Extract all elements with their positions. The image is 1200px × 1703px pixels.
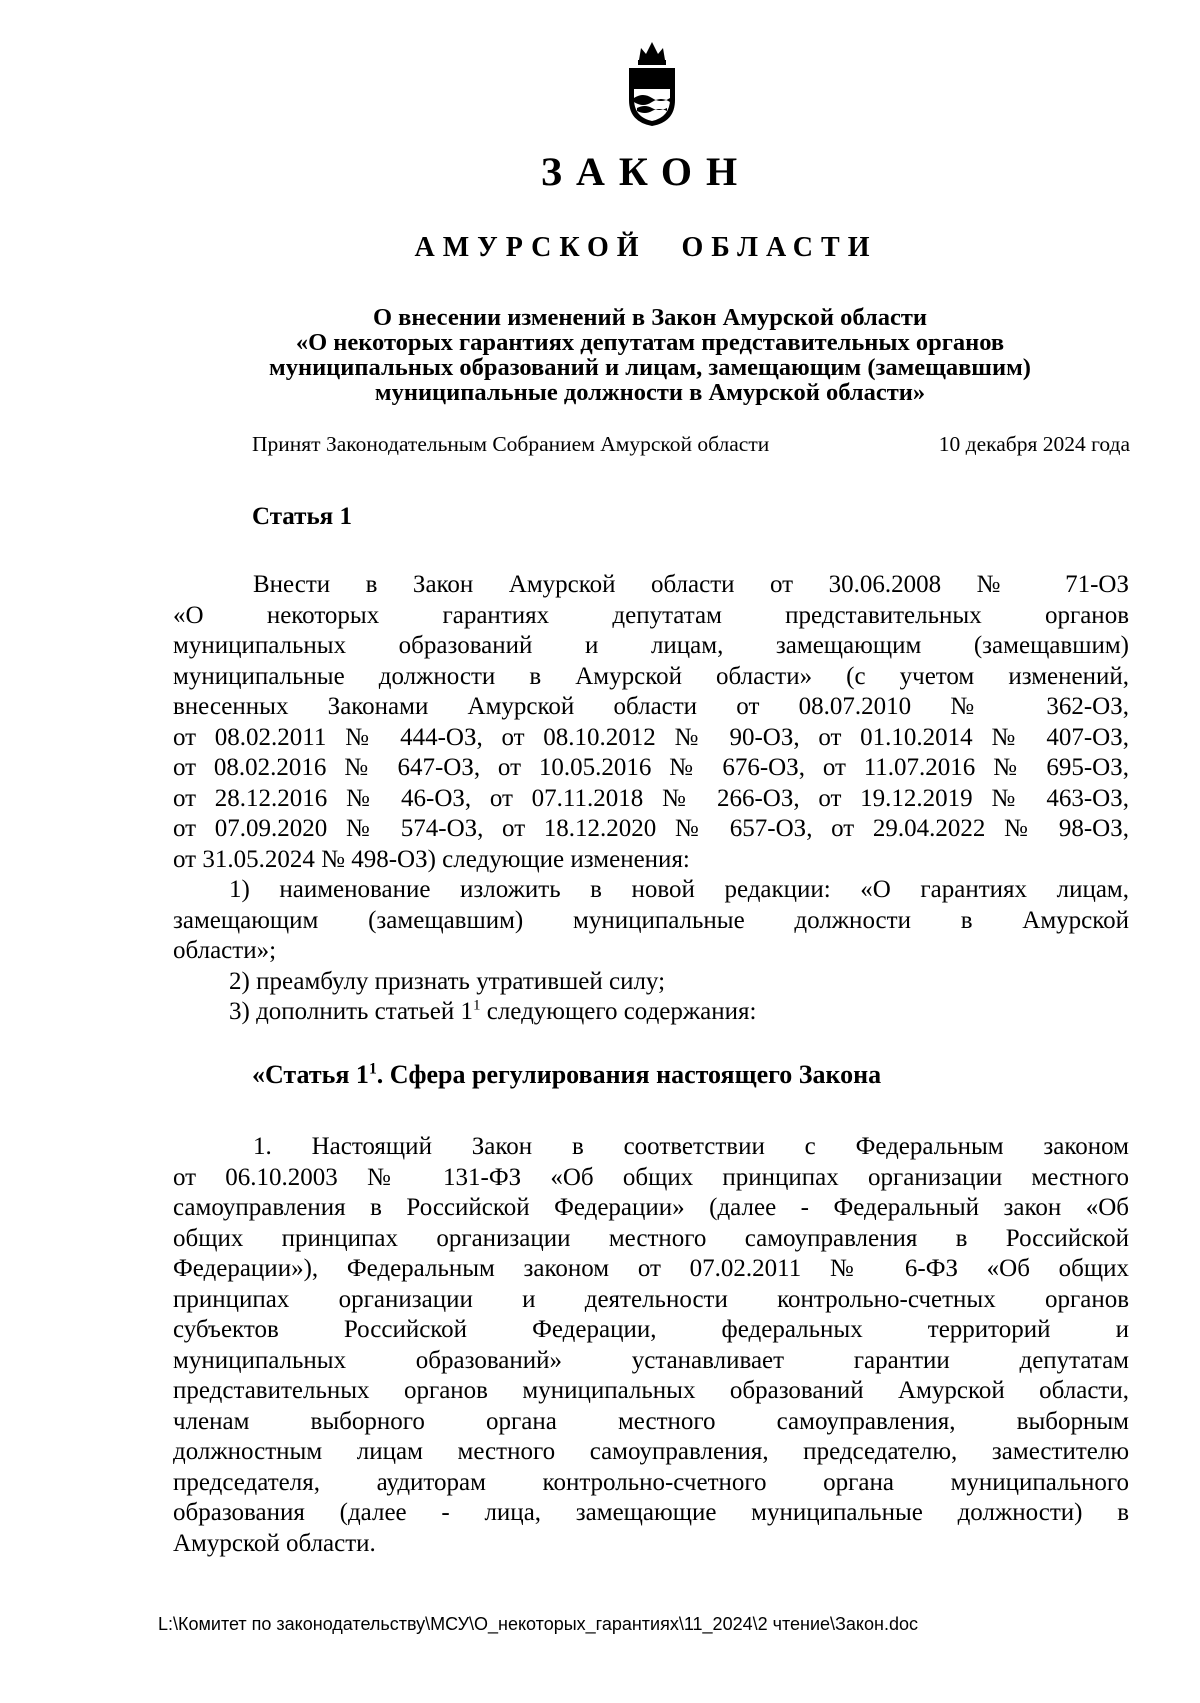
body-line: муниципальных образований и лицам, замещающим (замещавшим) xyxy=(173,632,1129,659)
item3-superscript: 1 xyxy=(472,997,481,1014)
body-line: внесенных Законами Амурской области от 08.07.2010 № 362-ОЗ, xyxy=(173,693,1129,720)
body-line: от 08.02.2016 № 647-ОЗ, от 10.05.2016 № 676-ОЗ, от 11.07.2016 № 695-ОЗ, xyxy=(173,754,1129,781)
new-article-heading-text: «Статья 1 xyxy=(252,1060,369,1089)
item-line xyxy=(173,997,1129,1028)
adopted-date: 10 декабря 2024 года xyxy=(938,432,1130,456)
document-type-title: ЗАКОН xyxy=(540,149,752,194)
coat-of-arms-icon xyxy=(623,38,681,128)
article-heading: Статья 1 xyxy=(252,503,352,530)
body-line: общих принципах организации местного самоуправления в Российской xyxy=(173,1224,1129,1252)
region-title: АМУРСКОЙ ОБЛАСТИ xyxy=(414,232,878,263)
law-title-line: муниципальные должности в Амурской области» xyxy=(374,379,926,406)
item3-text-end: следующего содержания: xyxy=(480,998,757,1025)
item-line: области»; xyxy=(173,937,277,964)
body-line: образования (далее - лица, замещающие муниципальные должности) в xyxy=(173,1499,1129,1526)
item-line: 2) преамбулу признать утратившей силу; xyxy=(229,967,666,995)
law-title-line: О внесении изменений в Закон Амурской области xyxy=(372,304,927,331)
body-line: самоуправления в Российской Федерации» (далее - Федеральный закон «Об xyxy=(173,1194,1129,1221)
body-line: от 07.09.2020 № 574-ОЗ, от 18.12.2020 № 657-ОЗ, от 29.04.2022 № 98-ОЗ, xyxy=(173,815,1129,842)
body-line: 1. Настоящий Закон в соответствии с Федеральным законом xyxy=(253,1133,1129,1160)
body-line: от 08.02.2011 № 444-ОЗ, от 08.10.2012 № 90-ОЗ, от 01.10.2014 № 407-ОЗ, xyxy=(173,723,1129,751)
file-path-footer: L:\Комитет по законодательству\МСУ\О_некоторых_гарантиях\11_2024\2 чтение\Закон.doc xyxy=(158,1614,918,1634)
body-line: Федерации»), Федеральным законом от 07.02.2011 № 6-ФЗ «Об общих xyxy=(173,1255,1129,1282)
new-article-heading-end: . Сфера регулирования настоящего Закона xyxy=(376,1060,882,1089)
article-body xyxy=(173,570,1129,1028)
body-line: «О некоторых гарантиях депутатам представительных органов xyxy=(173,601,1129,629)
item3-text: 3) дополнить статьей 1 xyxy=(229,998,473,1025)
item-line: замещающим (замещавшим) муниципальные должности в Амурской xyxy=(173,906,1129,934)
adoption-line xyxy=(252,432,1130,457)
body-line: субъектов Российской Федерации, федеральных территорий и xyxy=(173,1316,1129,1343)
body-line: председателя, аудиторам контрольно-счетного органа муниципального xyxy=(173,1468,1129,1496)
body-line: муниципальные должности в Амурской области» (с учетом изменений, xyxy=(173,662,1129,690)
body-line: принципах организации и деятельности контрольно-счетных органов xyxy=(173,1285,1129,1313)
body-line: Амурской области. xyxy=(173,1529,376,1557)
new-article-heading xyxy=(252,1060,881,1090)
new-article-superscript: 1 xyxy=(368,1060,377,1078)
body-line: должностным лицам местного самоуправления, председателю, заместителю xyxy=(173,1438,1129,1465)
body-line: от 28.12.2016 № 46-ОЗ, от 07.11.2018 № 266-ОЗ, от 19.12.2019 № 463-ОЗ, xyxy=(173,784,1129,812)
law-title xyxy=(172,305,1128,405)
paragraph-body xyxy=(173,1132,1129,1559)
body-line: от 06.10.2003 № 131-ФЗ «Об общих принципах организации местного xyxy=(173,1163,1129,1191)
item-line: 1) наименование изложить в новой редакции: «О гарантиях лицам, xyxy=(229,876,1129,903)
body-line: муниципальных образований» устанавливает гарантии депутатам xyxy=(173,1346,1129,1374)
adopted-by: Принят Законодательным Собранием Амурской области xyxy=(252,432,770,456)
law-title-line: муниципальных образований и лицам, замещающим (замещавшим) xyxy=(269,354,1031,381)
law-title-line: «О некоторых гарантиях депутатам представительных органов xyxy=(295,329,1005,356)
body-line: членам выборного органа местного самоуправления, выборным xyxy=(173,1407,1129,1435)
body-line: от 31.05.2024 № 498-ОЗ) следующие изменения: xyxy=(173,845,690,873)
body-line: представительных органов муниципальных образований Амурской области, xyxy=(173,1377,1129,1404)
body-line: Внести в Закон Амурской области от 30.06.2008 № 71-ОЗ xyxy=(253,571,1129,598)
